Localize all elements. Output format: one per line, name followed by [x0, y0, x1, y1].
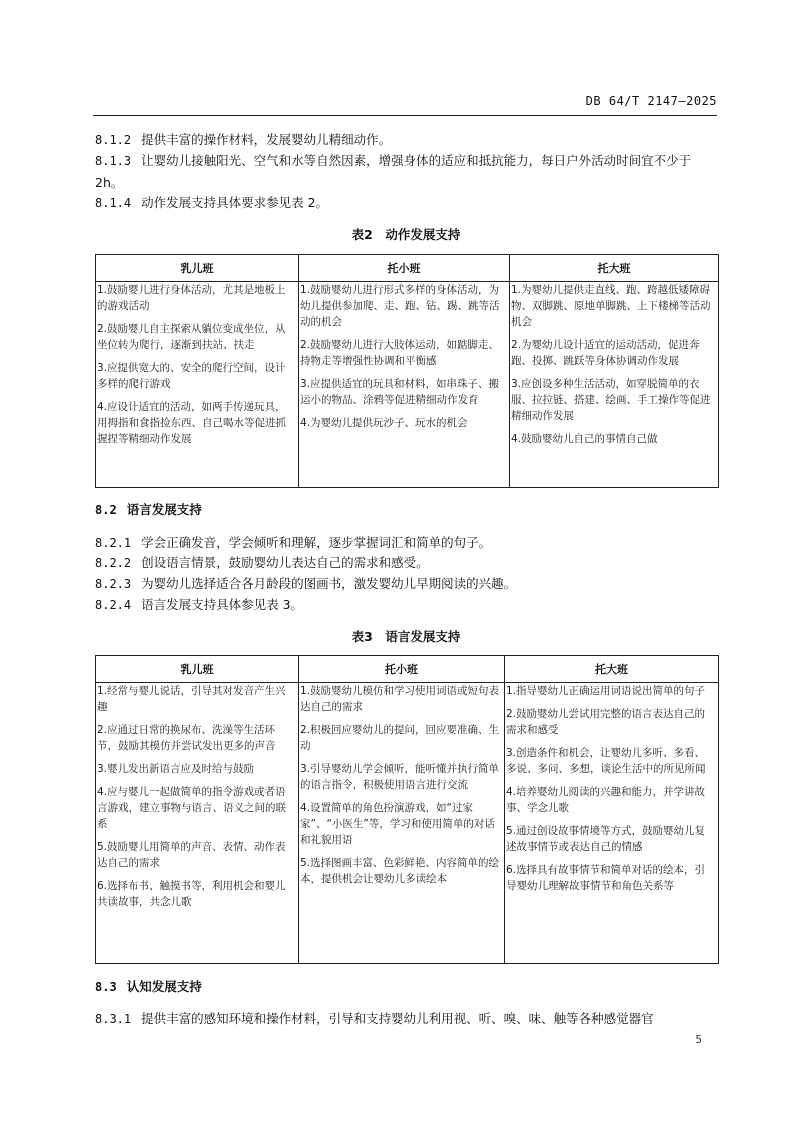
clause-8-1-2: 8.1.2 提供丰富的操作材料，发展婴幼儿精细动作。 [95, 132, 392, 147]
table-cell-item: 4.鼓励婴幼儿自己的事情自己做 [511, 433, 658, 445]
table-cell-item: 3.应创设多种生活活动，如穿脱简单的衣服、拉拉链、搭建、绘画、手工操作等促进精细动作发展 [511, 378, 711, 422]
table3-col-toddler-small [299, 683, 505, 964]
clause-8-2-1: 8.2.1 学会正确发音，学会倾听和理解，逐步掌握词汇和简单的句子。 [95, 535, 492, 550]
table3-col-toddler-large [505, 683, 719, 964]
table-cell-item: 3.创造条件和机会，让婴幼儿多听、多看、多说、多问、多想，谈论生活中的所见所闻 [506, 747, 706, 775]
table2-header-nursery: 乳儿班 [96, 255, 299, 282]
clause-8-1-4: 8.1.4 动作发展支持具体要求参见表 2。 [95, 195, 329, 210]
clause-8-2-3: 8.2.3 为婴幼儿选择适合各月龄段的图画书，激发婴幼儿早期阅读的兴趣。 [95, 576, 517, 591]
table-cell-item: 4.培养婴幼儿阅读的兴趣和能力，并学讲故事、学念儿歌 [506, 786, 706, 814]
table-cell-item: 5.鼓励婴儿用简单的声音、表情、动作表达自己的需求 [97, 841, 286, 869]
table-cell-item: 3.应提供适宜的玩具和材料，如串珠子、搬运小的物品、涂鸦等促进精细动作发育 [300, 378, 500, 406]
table2-header-row [96, 255, 719, 282]
standard-code: DB 64/T 2147—2025 [585, 94, 717, 108]
table-cell-item: 3.婴儿发出新语言应及时给与鼓励 [97, 763, 255, 775]
table2-header-toddler-large: 托大班 [510, 255, 719, 282]
table-cell-item: 2.为婴幼儿设计适宜的运动活动，促进奔跑、投掷、跳跃等身体协调动作发展 [511, 339, 700, 367]
table3-col-nursery [96, 683, 299, 964]
table3 [95, 655, 719, 964]
page-number: 5 [695, 1033, 702, 1046]
table-cell-item: 1.经常与婴儿说话，引导其对发音产生兴趣 [97, 685, 286, 713]
table2-col-toddler-small [299, 282, 510, 488]
table2-body-row [96, 282, 719, 488]
table-cell-item: 1.为婴幼儿提供走直线、跑、跨越低矮障碍物、双脚跳、原地单脚跳、上下楼梯等活动机会 [511, 284, 711, 328]
clause-8-2-4: 8.2.4 语言发展支持具体参见表 3。 [95, 597, 304, 612]
section-8-2-heading: 8.2 语言发展支持 [95, 502, 202, 517]
table-cell-item: 4.为婴幼儿提供玩沙子、玩水的机会 [300, 417, 468, 429]
table-cell-item: 6.选择布书、触摸书等，利用机会和婴儿共读故事，共念儿歌 [97, 880, 286, 908]
table-cell-item: 4.应设计适宜的活动，如两手传递玩具，用拇指和食指捡东西、自己喝水等促进抓握捏等精细动作发展 [97, 401, 286, 445]
table3-header-toddler-small: 托小班 [299, 656, 505, 683]
header-rule [93, 115, 717, 116]
table-cell-item: 1.鼓励婴幼儿进行形式多样的身体活动，为幼儿提供参加爬、走、跑、钻、踢、跳等活动的机会 [300, 284, 500, 328]
table-cell-item: 2.鼓励婴儿自主探索从躺位变成坐位，从坐位转为爬行，逐渐到扶站、扶走 [97, 323, 286, 351]
table-cell-item: 4.设置简单的角色扮演游戏，如“过家家”、“小医生”等，学习和使用简单的对话和礼貌用语 [300, 802, 495, 846]
table-cell-item: 1.指导婴幼儿正确运用词语说出简单的句子 [506, 685, 706, 697]
table2-col-toddler-large [510, 282, 719, 488]
table3-header-row [96, 656, 719, 683]
clause-8-1-3: 8.1.3 让婴幼儿接触阳光、空气和水等自然因素，增强身体的适应和抵抗能力，每日户外活动时间宜不少于 2h。 [95, 153, 692, 190]
table-cell-item: 3.应提供宽大的、安全的爬行空间，设计多样的爬行游戏 [97, 362, 286, 390]
clause-8-2-2: 8.2.2 创设语言情景，鼓励婴幼儿表达自己的需求和感受。 [95, 555, 429, 570]
clause-8-3-1: 8.3.1 提供丰富的感知环境和操作材料，引导和支持婴幼儿利用视、听、嗅、味、触等各种感觉器官 [95, 1011, 654, 1026]
table-cell-item: 5.选择图画丰富、色彩鲜艳、内容简单的绘本，提供机会让婴幼儿多读绘本 [300, 857, 500, 885]
table-cell-item: 2.鼓励婴幼儿尝试用完整的语言表达自己的需求和感受 [506, 708, 706, 736]
table3-caption: 表3 语言发展支持 [351, 629, 461, 644]
table-cell-item: 1.鼓励婴儿进行身体活动，尤其是地板上的游戏活动 [97, 284, 286, 312]
table-cell-item: 2.应通过日常的换尿布、洗澡等生活环节，鼓励其模仿并尝试发出更多的声音 [97, 724, 276, 752]
table-cell-item: 4.应与婴儿一起做简单的指令游戏或者语言游戏，建立事物与语言、语义之间的联系 [97, 786, 286, 830]
table-cell-item: 1.鼓励婴幼儿模仿和学习使用词语或短句表达自己的需求 [300, 685, 500, 713]
table2 [95, 254, 719, 488]
table-cell-item: 5.通过创设故事情境等方式，鼓励婴幼儿复述故事情节或表达自己的情感 [506, 825, 706, 853]
table2-col-nursery [96, 282, 299, 488]
section-8-3-heading: 8.3 认知发展支持 [95, 979, 202, 994]
table2-header-toddler-small: 托小班 [299, 255, 510, 282]
table-cell-item: 3.引导婴幼儿学会倾听，能听懂并执行简单的语言指令，积极使用语言进行交流 [300, 763, 500, 791]
table3-header-nursery: 乳儿班 [96, 656, 299, 683]
table-cell-item: 2.鼓励婴幼儿进行大肢体运动，如踮脚走、持物走等增强性协调和平衡感 [300, 339, 500, 367]
table2-caption: 表2 动作发展支持 [351, 227, 461, 242]
table3-header-toddler-large: 托大班 [505, 656, 719, 683]
table-cell-item: 6.选择具有故事情节和简单对话的绘本，引导婴幼儿理解故事情节和角色关系等 [506, 864, 706, 892]
table3-body-row [96, 683, 719, 964]
table-cell-item: 2.积极回应婴幼儿的提问，回应要准确、生动 [300, 724, 500, 752]
